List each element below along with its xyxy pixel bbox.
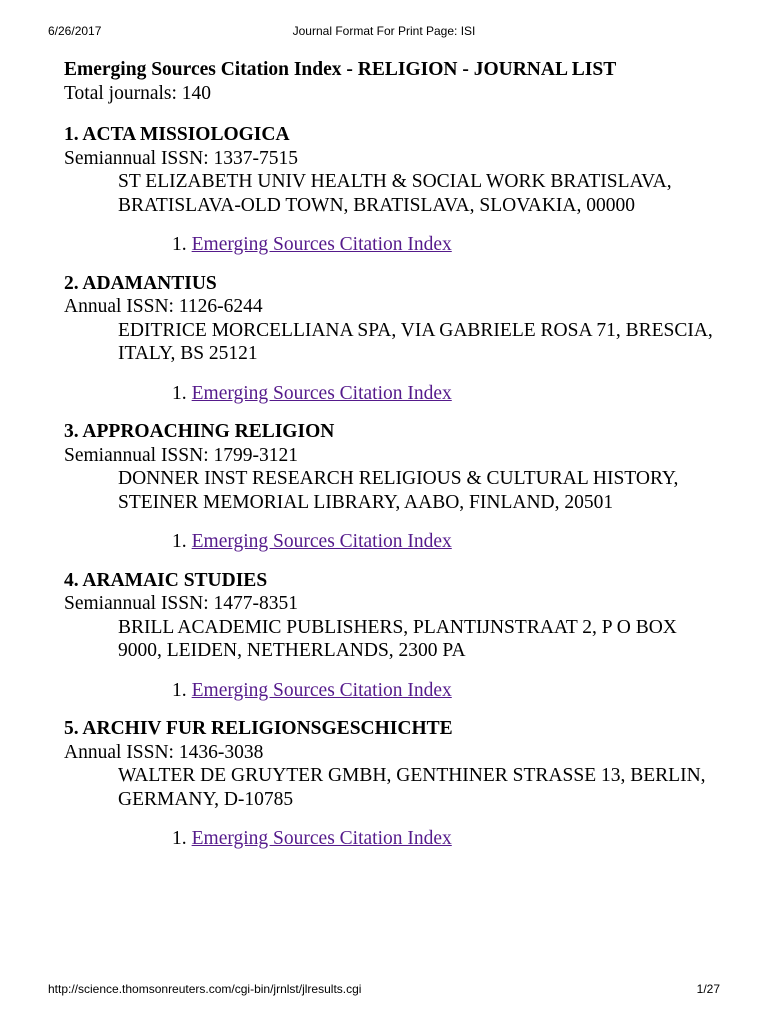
print-url: http://science.thomsonreuters.com/cgi-bin/jrnlst/jlresults.cgi [48,982,362,996]
print-footer [48,982,720,998]
index-list-item [172,530,724,554]
index-number: 1. [172,531,187,552]
index-number: 1. [172,234,187,255]
journal-name: 4. ARAMAIC STUDIES [64,569,268,591]
total-journals: Total journals: 140 [64,82,212,104]
document-body [64,58,724,866]
journal-entry [64,420,724,554]
index-list-item [172,679,724,703]
journal-frequency-issn: Semiannual ISSN: 1799-3121 [64,444,298,466]
document-title: Emerging Sources Citation Index - RELIGION - JOURNAL LIST [64,59,617,80]
index-list [64,530,724,554]
journal-frequency-issn: Semiannual ISSN: 1477-8351 [64,593,298,614]
index-list-item [172,827,724,851]
journal-entry [64,717,724,851]
journal-entry [64,569,724,703]
journal-publisher-address: DONNER INST RESEARCH RELIGIOUS & CULTURAL HISTORY, STEINER MEMORIAL LIBRARY, AABO, FINLAND, 20501 [118,468,679,513]
journal-publisher-address: BRILL ACADEMIC PUBLISHERS, PLANTIJNSTRAAT 2, P O BOX 9000, LEIDEN, NETHERLANDS, 2300 PA [118,616,677,661]
journal-frequency-issn: Annual ISSN: 1436-3038 [64,741,264,763]
page-number: 1/27 [696,982,720,996]
index-link[interactable]: Emerging Sources Citation Index [191,382,452,404]
print-page-title: Journal Format For Print Page: ISI [292,24,476,38]
journal-entry [64,272,724,406]
journal-name: 5. ARCHIV FUR RELIGIONSGESCHICHTE [64,718,453,739]
index-link[interactable]: Emerging Sources Citation Index [191,234,452,255]
index-link[interactable]: Emerging Sources Citation Index [191,679,452,701]
journal-name: 3. APPROACHING RELIGION [64,421,335,442]
index-number: 1. [172,679,187,701]
index-number: 1. [172,828,187,849]
journal-name: 2. ADAMANTIUS [64,272,217,294]
index-list [64,679,724,703]
index-link[interactable]: Emerging Sources Citation Index [191,531,452,552]
journal-publisher-address: ST ELIZABETH UNIV HEALTH & SOCIAL WORK BRATISLAVA, BRATISLAVA-OLD TOWN, BRATISLAVA, SLOVAKIA, 00000 [118,171,672,216]
index-link[interactable]: Emerging Sources Citation Index [191,828,452,849]
index-list-item [172,382,724,406]
journal-publisher-address: EDITRICE MORCELLIANA SPA, VIA GABRIELE ROSA 71, BRESCIA, ITALY, BS 25121 [118,319,713,364]
index-number: 1. [172,382,187,404]
index-list [64,382,724,406]
journal-publisher-address: WALTER DE GRUYTER GMBH, GENTHINER STRASSE 13, BERLIN, GERMANY, D-10785 [118,765,706,810]
print-date: 6/26/2017 [48,24,102,38]
journal-entry [64,123,724,257]
journal-frequency-issn: Annual ISSN: 1126-6244 [64,296,263,317]
journal-frequency-issn: Semiannual ISSN: 1337-7515 [64,147,298,169]
index-list [64,827,724,851]
journal-name: 1. ACTA MISSIOLOGICA [64,124,290,145]
index-list-item [172,233,724,257]
print-header [48,24,720,40]
index-list [64,233,724,257]
